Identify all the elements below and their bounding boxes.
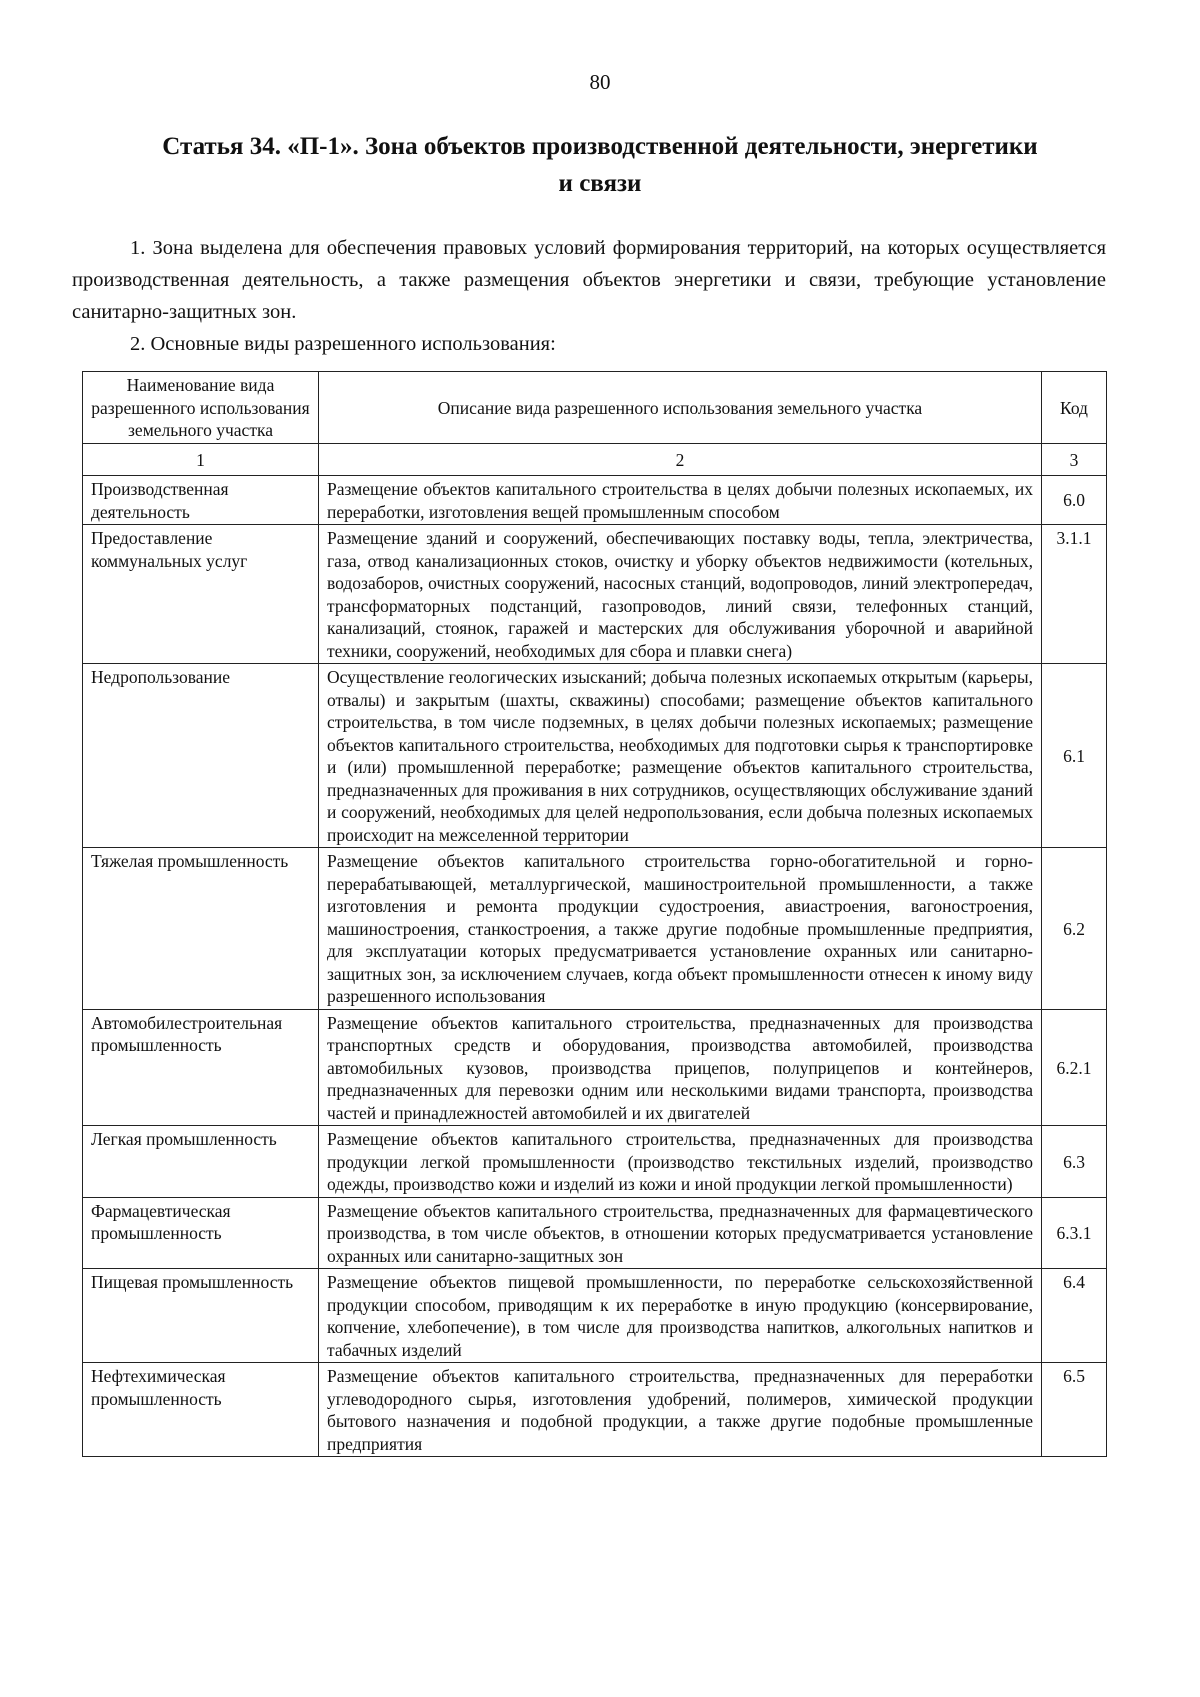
table-header [83, 372, 1107, 476]
use-code-cell: 6.5 [1042, 1363, 1107, 1457]
table-row [83, 476, 1107, 525]
use-code-cell: 6.2 [1042, 848, 1107, 1010]
use-name-cell: Нефтехимическая промышленность [83, 1363, 319, 1457]
header-row [83, 372, 1107, 444]
use-name-cell: Тяжелая промышленность [83, 848, 319, 1010]
use-code-cell: 6.0 [1042, 476, 1107, 525]
column-number-1: 1 [83, 443, 319, 476]
article-heading-line-2: и связи [558, 170, 642, 197]
use-code-cell: 6.2.1 [1042, 1009, 1107, 1126]
column-number-2: 2 [319, 443, 1042, 476]
use-code-cell: 6.3 [1042, 1126, 1107, 1198]
use-code-cell: 6.4 [1042, 1269, 1107, 1363]
table-row [83, 1126, 1107, 1198]
article-heading [70, 128, 1130, 202]
article-body [72, 232, 1106, 360]
header-name: Наименование вида разрешенного использования земельного участка [83, 372, 319, 444]
use-name-cell: Фармацевтическая промышленность [83, 1197, 319, 1269]
article-heading-line-1: Статья 34. «П-1». Зона объектов производственной деятельности, энергетики [162, 133, 1038, 160]
table-row [83, 525, 1107, 664]
use-code-cell: 6.3.1 [1042, 1197, 1107, 1269]
use-description-cell: Размещение объектов капитального строительства, предназначенных для производства транспортных средств и оборудования, производства автомобилей, производства автомобильных кузовов, производства прицепов, полуприцепов и контейнеров, предназначенных для перевозки одним или несколькими видами транспорта, производства частей и принадлежностей автомобилей и их двигателей [319, 1009, 1042, 1126]
use-name-cell: Предоставление коммунальных услуг [83, 525, 319, 664]
use-code-cell: 6.1 [1042, 664, 1107, 848]
use-description-cell: Размещение объектов капитального строительства, предназначенных для переработки углеводородного сырья, изготовления удобрений, полимеров, химической продукции бытового назначения и подобной продукции, а также другие подобные промышленные предприятия [319, 1363, 1042, 1457]
table-row [83, 1197, 1107, 1269]
use-name-cell: Недропользование [83, 664, 319, 848]
table-row [83, 1009, 1107, 1126]
column-numbers-row [83, 443, 1107, 476]
paragraph-1: 1. Зона выделена для обеспечения правовых условий формирования территорий, на которых осуществляется производственная деятельность, а также размещения объектов энергетики и связи, требующие установление санитарно-защитных зон. [72, 237, 1106, 323]
use-name-cell: Легкая промышленность [83, 1126, 319, 1198]
table-row [83, 664, 1107, 848]
use-description-cell: Размещение объектов капитального строительства, предназначенных для фармацевтического производства, в том числе объектов, в отношении которых предусматривается установление охранных или санитарно-защитных зон [319, 1197, 1042, 1269]
use-description-cell: Размещение объектов пищевой промышленности, по переработке сельскохозяйственной продукции способом, приводящим к их переработке в иную продукцию (консервирование, копчение, хлебопечение), в том числе для производства напитков, алкогольных напитков и табачных изделий [319, 1269, 1042, 1363]
table-row [83, 848, 1107, 1010]
use-name-cell: Пищевая промышленность [83, 1269, 319, 1363]
column-number-3: 3 [1042, 443, 1107, 476]
paragraph-2: 2. Основные виды разрешенного использования: [130, 333, 556, 355]
use-code-cell: 3.1.1 [1042, 525, 1107, 664]
header-code: Код [1042, 372, 1107, 444]
use-description-cell: Размещение объектов капитального строительства, предназначенных для производства продукции легкой промышленности (производство текстильных изделий, производство одежды, производство кожи и изделий из кожи и иной продукции легкой промышленности) [319, 1126, 1042, 1198]
use-description-cell: Размещение зданий и сооружений, обеспечивающих поставку воды, тепла, электричества, газа, отвод канализационных стоков, очистку и уборку объектов недвижимости (котельных, водозаборов, очистных сооружений, насосных станций, водопроводов, линий электропередач, трансформаторных подстанций, газопроводов, линий связи, телефонных станций, канализаций, стоянок, гаражей и мастерских для обслуживания уборочной и аварийной техники, сооружений, необходимых для сбора и плавки снега) [319, 525, 1042, 664]
use-description-cell: Размещение объектов капитального строительства горно-обогатительной и горно-перерабатывающей, металлургической, машиностроительной промышленности, а также изготовления и ремонта продукции судостроения, авиастроения, вагоностроения, машиностроения, станкостроения, а также другие подобные промышленные предприятия, для эксплуатации которых предусматривается установление охранных или санитарно-защитных зон, за исключением случаев, когда объект промышленности отнесен к иному виду разрешенного использования [319, 848, 1042, 1010]
table-row [83, 1363, 1107, 1457]
page-number: 80 [589, 70, 611, 94]
use-name-cell: Автомобилестроительная промышленность [83, 1009, 319, 1126]
use-description-cell: Размещение объектов капитального строительства в целях добычи полезных ископаемых, их переработки, изготовления вещей промышленным способом [319, 476, 1042, 525]
header-description: Описание вида разрешенного использования земельного участка [319, 372, 1042, 444]
use-name-cell: Производственная деятельность [83, 476, 319, 525]
table-body [83, 476, 1107, 1457]
table-row [83, 1269, 1107, 1363]
use-description-cell: Осуществление геологических изысканий; добыча полезных ископаемых открытым (карьеры, отвалы) и закрытым (шахты, скважины) способами; размещение объектов капитального строительства, в том числе подземных, в целях добычи полезных ископаемых; размещение объектов капитального строительства, необходимых для подготовки сырья к транспортировке и (или) промышленной переработке; размещение объектов капитального строительства, предназначенных для проживания в них сотрудников, осуществляющих обслуживание зданий и сооружений, необходимых для целей недропользования, если добыча полезных ископаемых происходит на межселенной территории [319, 664, 1042, 848]
permitted-uses-table [82, 371, 1107, 1457]
